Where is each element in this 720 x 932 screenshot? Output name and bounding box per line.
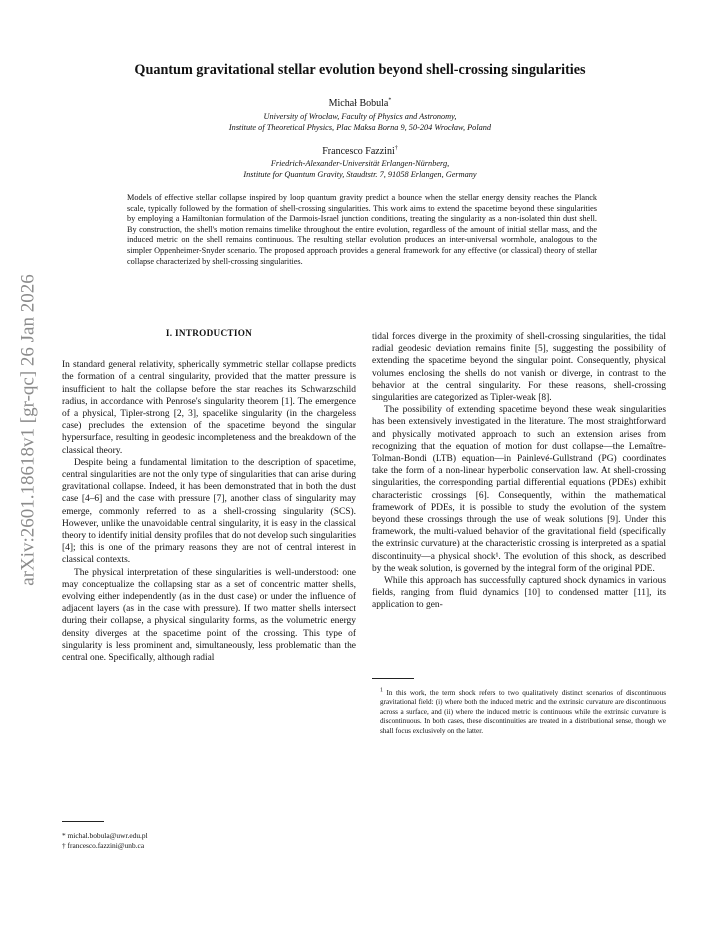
footnote-mark: 1 xyxy=(380,687,383,694)
author-affiliation-2 xyxy=(60,158,660,180)
email-footnote: † francesco.fazzini@unb.ca xyxy=(62,841,145,850)
paragraph: The possibility of extending spacetime beyond these weak singularities has been extensively investigated in the literature. The most straightforward and physically motivated approach to such an extension arises from recognizing that the equation of motion for dust collapse—the Lemaître-Tolman-Bondi (LTB) equation—in Painlevé-Gullstrand (PG) coordinates take the form of a non-linear hyperbolic conservation law. At shell-crossing singularities, the corresponding partial differential equations (PDEs) exhibit characteristic crossings [6]. Consequently, within the mathematical framework of PDEs, it is possible to study the evolution of the system beyond these crossings through the use of weak solutions [9]. Under this framework, the multi-valued behavior of the gravitational field (specifically the extrinsic curvature) at the characteristic crossing is interpreted as a spatial discontinuity—a physical shock¹. The evolution of this shock, as described by the weak solution, is governed by the integral form of the original PDE. xyxy=(372,405,666,574)
section-heading: I. INTRODUCTION xyxy=(165,328,253,338)
paragraph: tidal forces diverge in the proximity of shell-crossing singularities, the tidal radial geodesic deviation remains finite [5], suggesting the possibility of extending the spacetime beyond the singular point. Consequently, physical volumes enclosing the shells do not vanish or diverge, in contrast to the behavior at the central singularity. For these reasons, shell-crossing singularities are categorized as Tipler-weak [8]. xyxy=(372,332,666,404)
author-affiliation-1 xyxy=(60,111,660,133)
affiliation-line: Institute for Quantum Gravity, Staudtstr. 7, 91058 Erlangen, Germany xyxy=(243,170,477,179)
author-name-2: Francesco Fazzini† xyxy=(322,145,398,157)
affiliation-line: Friedrich-Alexander-Universität Erlangen-Nürnberg, xyxy=(270,159,450,168)
right-column xyxy=(372,331,666,612)
left-column xyxy=(62,327,356,664)
arxiv-side-stamp xyxy=(14,220,44,640)
footnote-text: In this work, the term shock refers to two qualitatively distinct scenarios of discontinuous gravitational field: (i) where both the induced metric and the extrinsic curvature are discontinuous across a surface, and (ii) where the induced metric is continuous while the extrinsic curvature is discontinuous. In both cases, these discontinuities are treated in a distributional sense, though we shall focus exclusively on the latter. xyxy=(380,689,666,735)
paragraph: In standard general relativity, spherically symmetric stellar collapse predicts the formation of a central singularity, provided that the matter pressure is insufficient to halt the collapse before the star reaches its Schwarzschild radius, in accordance with Penrose's singularity theorem [1]. The emergence of a physical, Tipler-strong [2, 3], spacelike singularity (in the chargeless case) precludes the extension of the spacetime beyond the singular hypersurface, resulting in geodesic incompleteness and the breakdown of the classical theory. xyxy=(62,360,356,456)
paper-title: Quantum gravitational stellar evolution beyond shell-crossing singularities xyxy=(134,62,586,78)
footnote-rule xyxy=(62,821,104,822)
affiliation-line: Institute of Theoretical Physics, Plac Maksa Borna 9, 50-204 Wrocław, Poland xyxy=(228,123,492,132)
paragraph: The physical interpretation of these singularities is well-understood: one may conceptualize the collapsing star as a set of concentric matter shells, evolving either independently (as in the dust case) or under the influence of adjacent layers (as in the case with pressure). If two matter shells intersect during their collapse, a physical singularity forms, as the volumetric energy density diverges at the spacetime point of the crossing. This type of singularity is less prominent and, simultaneously, less problematic than the central one. Specifically, although radial xyxy=(62,567,356,664)
footnote-1 xyxy=(372,689,666,736)
abstract: Models of effective stellar collapse inspired by loop quantum gravity predict a bounce when the stellar energy density reaches the Planck scale, typically followed by the formation of shell-crossing singularities. This work aims to extend the spacetime beyond these singularities by employing a Hamiltonian formulation of the Darmois-Israel junction conditions, treating the singularity as a non-isolated thin dust shell. By construction, the shell's motion remains timelike throughout the entire evolution, regardless of the amount of initial stellar mass, and the induced metric on the shell remains continuous. The resulting stellar evolution produces an inter-universal wormhole, analogous to the simpler Oppenheimer-Snyder scenario. The proposed approach provides a general framework for any effective (or classical) theory of stellar collapse characterized by shell-crossing singularities. xyxy=(127,193,597,266)
affiliation-line: University of Wrocław, Faculty of Physics and Astronomy, xyxy=(263,112,457,121)
email-footnote: * michal.bobula@uwr.edu.pl xyxy=(62,831,148,840)
author-emails xyxy=(62,831,148,851)
footnote-rule xyxy=(372,678,414,679)
arxiv-identifier: arXiv:2601.18618v1 [gr-qc] 26 Jan 2026 xyxy=(18,274,40,586)
paragraph: Despite being a fundamental limitation to the description of spacetime, central singularities are not the only type of singularities that can arise during gravitational collapse. Indeed, it has been demonstrated that in both the dust case [4–6] and the case with pressure [7], another class of singularity may emerge, commonly referred to as a shell-crossing singularity (SCS). However, unlike the unavoidable central singularity, it is easy in the classical theory to identify initial density profiles that do not develop such singularities [4]; this is one of the primary reasons they are not of central interest in classical contexts. xyxy=(62,457,356,566)
paragraph: While this approach has successfully captured shock dynamics in various fields, ranging from fluid dynamics [10] to condensed matter [11], its application to gen- xyxy=(372,576,666,611)
author-name-1: Michał Bobula* xyxy=(328,97,392,109)
